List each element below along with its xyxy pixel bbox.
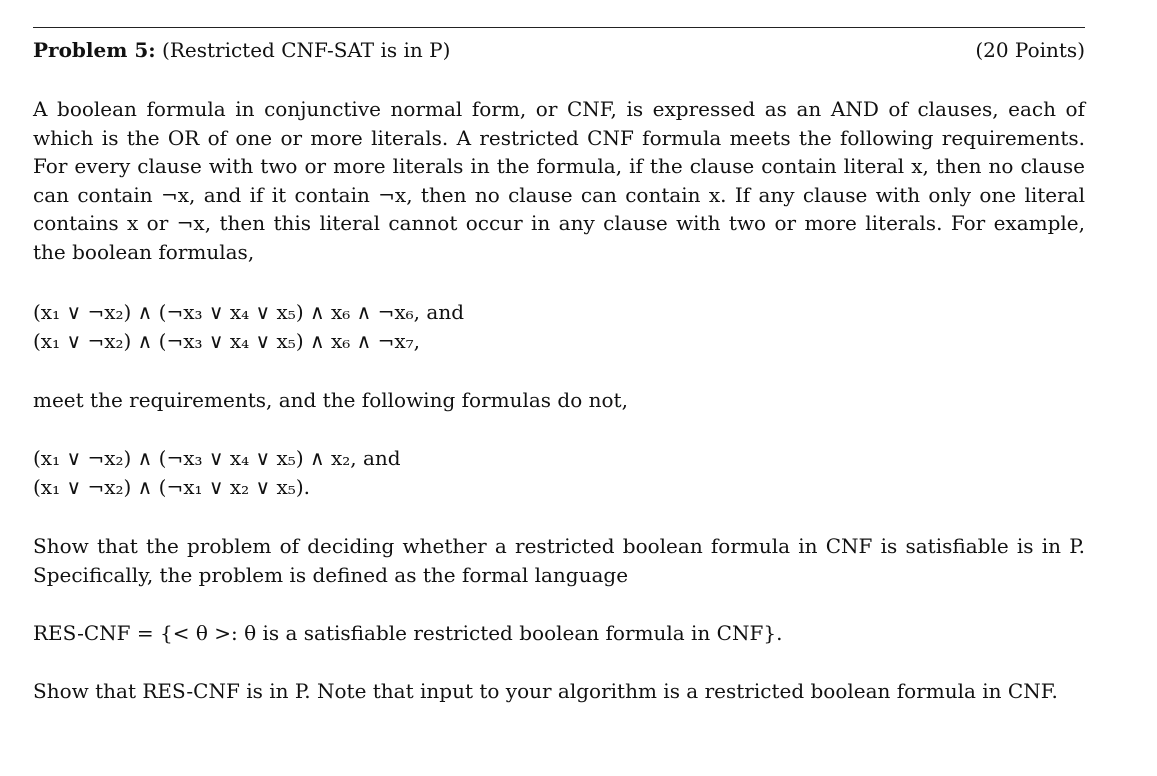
task-paragraph-block (33, 532, 1085, 589)
problem-points: (20 Points) (975, 38, 1085, 62)
problem-title: (Restricted CNF-SAT is in P) (162, 38, 451, 62)
closing-paragraph: Show that RES-CNF is in P. Note that input to your algorithm is a restricted boolean formula in CNF. (33, 679, 1058, 703)
middle-text-block (33, 386, 1085, 415)
invalid-examples (33, 444, 1085, 501)
valid-example-1: (x₁ ∨ ¬x₂) ∧ (¬x₃ ∨ x₄ ∨ x₅) ∧ x₆ ∧ ¬x₆, and (33, 300, 465, 324)
task-paragraph: Show that the problem of deciding whether a restricted boolean formula in CNF is satisfiable is in P. Specifically, the problem is defined as the formal language (33, 534, 1085, 587)
problem-heading (33, 36, 450, 64)
top-rule (33, 27, 1085, 28)
intro-paragraph: A boolean formula in conjunctive normal form, or CNF, is expressed as an AND of clauses, each of which is the OR of one or more literals. A restricted CNF formula meets the following requirements. For every clause with two or more literals in the formula, if the clause contain literal x, then no clause can contain ¬x, and if it contain ¬x, then no clause can contain x. If any clause with only one literal contains x or ¬x, then this literal cannot occur in any clause with two or more literals. For example, the boolean formulas, (33, 97, 1085, 264)
invalid-example-1: (x₁ ∨ ¬x₂) ∧ (¬x₃ ∨ x₄ ∨ x₅) ∧ x₂, and (33, 446, 401, 470)
valid-examples (33, 298, 1085, 355)
invalid-example-2: (x₁ ∨ ¬x₂) ∧ (¬x₁ ∨ x₂ ∨ x₅). (33, 474, 310, 499)
definition-block (33, 619, 1085, 648)
middle-text: meet the requirements, and the following formulas do not, (33, 388, 628, 412)
problem-label: Problem 5: (33, 38, 156, 62)
closing-paragraph-block (33, 677, 1085, 706)
intro-paragraph-block (33, 95, 1085, 267)
res-cnf-definition: RES-CNF = {< θ >: θ is a satisfiable restricted boolean formula in CNF}. (33, 621, 783, 645)
valid-example-2: (x₁ ∨ ¬x₂) ∧ (¬x₃ ∨ x₄ ∨ x₅) ∧ x₆ ∧ ¬x₇, (33, 328, 421, 353)
problem-header (33, 36, 1085, 64)
